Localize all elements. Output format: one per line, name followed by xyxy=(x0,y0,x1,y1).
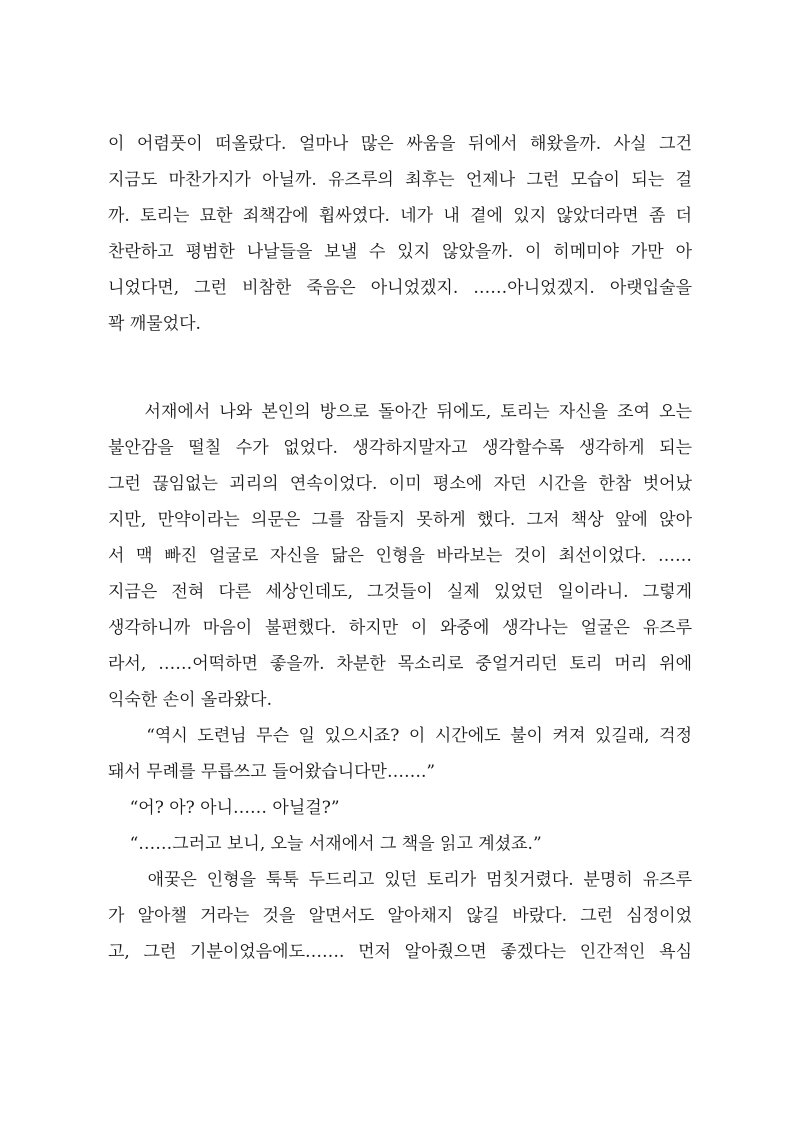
text-line: 가 알아챌 거라는 것을 알면서도 알아채지 않길 바랐다. 그런 심정이었 xyxy=(108,906,692,926)
text-line: 애꿎은 인형을 툭툭 두드리고 있던 토리가 멈칫거렸다. 분명히 유즈루 xyxy=(108,870,692,890)
text-line: 생각하니까 마음이 불편했다. 하지만 이 와중에 생각나는 얼굴은 유즈루 xyxy=(108,618,692,638)
text-line: 서재에서 나와 본인의 방으로 돌아간 뒤에도, 토리는 자신을 조여 오는 xyxy=(108,402,692,422)
text-line: 익숙한 손이 올라왔다. xyxy=(108,690,273,710)
text-line: 불안감을 떨칠 수가 없었다. 생각하지말자고 생각할수록 생각하게 되는 xyxy=(108,438,692,458)
text-line: 찬란하고 평범한 나날들을 보낼 수 있지 않았을까. 이 히메미야 가만 아 xyxy=(108,242,692,262)
text-line: 지금도 마찬가지가 아닐까. 유즈루의 최후는 언제나 그런 모습이 되는 걸 xyxy=(108,170,692,190)
text-line: 꽉 깨물었다. xyxy=(108,314,201,334)
text-line: 그런 끊임없는 괴리의 연속이었다. 이미 평소에 자던 시간을 한참 벗어났 xyxy=(108,474,692,494)
text-line: 니었다면, 그런 비참한 죽음은 아니었겠지. ……아니었겠지. 아랫입술을 xyxy=(108,278,692,298)
text-line: 돼서 무례를 무릅쓰고 들어왔습니다만…….” xyxy=(108,762,436,782)
text-line: 라서, ……어떡하면 좋을까. 차분한 목소리로 중얼거리던 토리 머리 위에 xyxy=(108,654,692,674)
text-line: 서 맥 빠진 얼굴로 자신을 닮은 인형을 바라보는 것이 최선이었다. …… xyxy=(108,546,692,566)
text-line: 지금은 전혀 다른 세상인데도, 그것들이 실제 있었던 일이라니. 그렇게 xyxy=(108,582,692,602)
text-line: 고, 그런 기분이었음에도……. 먼저 알아줬으면 좋겠다는 인간적인 욕심 xyxy=(108,942,692,962)
text-line: “역시 도련님 무슨 일 있으시죠? 이 시간에도 불이 켜져 있길래, 걱정 xyxy=(108,726,692,746)
text-line: 이 어렴풋이 떠올랐다. 얼마나 많은 싸움을 뒤에서 해왔을까. 사실 그건 xyxy=(108,134,692,154)
text-line: 지만, 만약이라는 의문은 그를 잠들지 못하게 했다. 그저 책상 앞에 앉아 xyxy=(108,510,692,530)
text-line: 까. 토리는 묘한 죄책감에 휩싸였다. 네가 내 곁에 있지 않았더라면 좀 더 xyxy=(108,206,692,226)
text-line: “……그러고 보니, 오늘 서재에서 그 책을 읽고 계셨죠.” xyxy=(108,834,542,854)
text-line: “어? 아? 아니…… 아닐걸?” xyxy=(108,798,340,818)
